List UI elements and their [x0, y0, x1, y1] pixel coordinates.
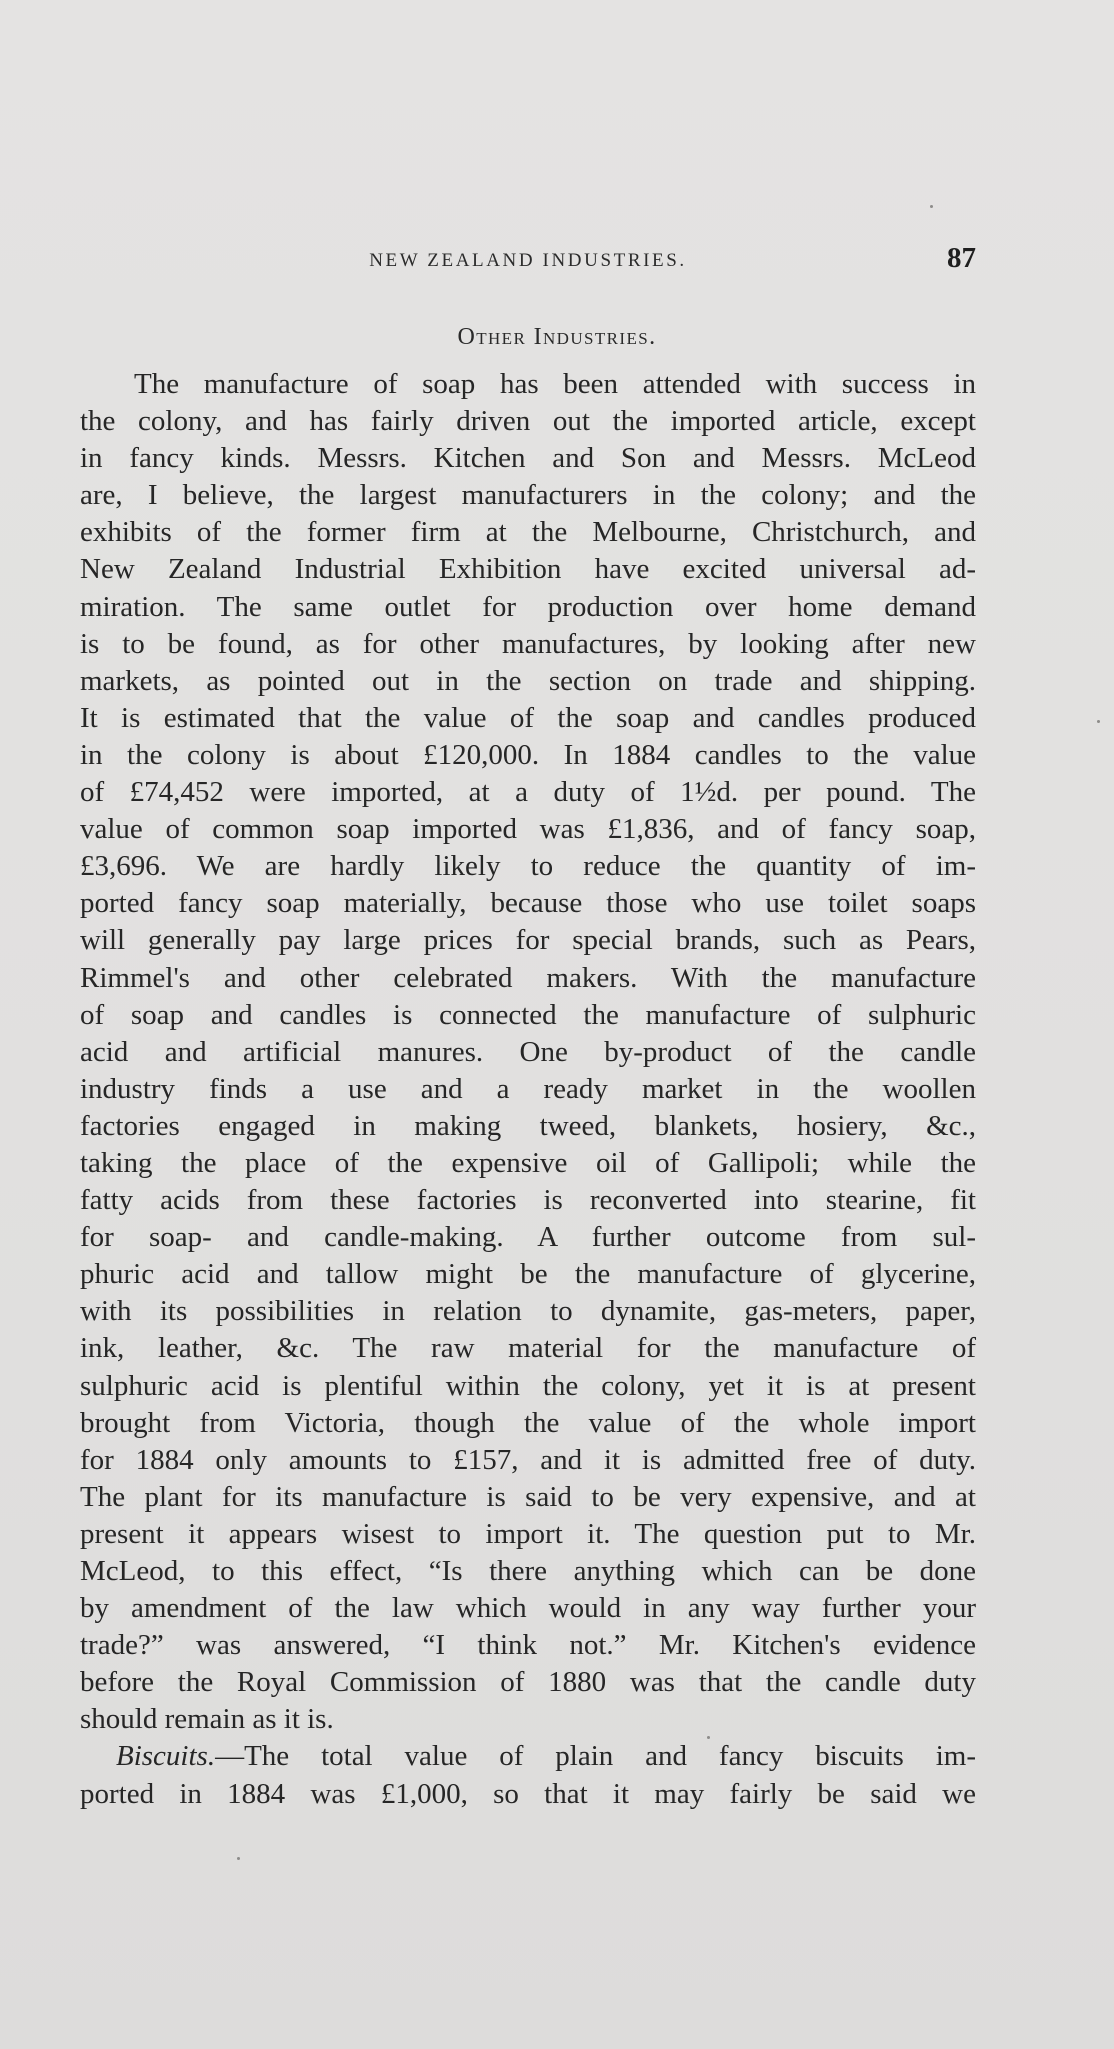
- body-text: [80, 366, 976, 1813]
- paper-speck: [237, 1857, 240, 1860]
- paper-speck: [930, 205, 933, 208]
- page-header: [80, 244, 976, 284]
- text-line: The plant for its manufacture is said to be very expensive, and at: [80, 1480, 976, 1513]
- biscuits-line-text: —The total value of plain and fancy biscuits im-: [215, 1740, 976, 1773]
- text-line: Rimmel's and other celebrated makers. With the manufacture: [80, 961, 976, 994]
- text-line: sulphuric acid is plentiful within the colony, yet it is at present: [80, 1369, 976, 1402]
- text-line: phuric acid and tallow might be the manufacture of glycerine,: [80, 1258, 976, 1291]
- text-line: will generally pay large prices for special brands, such as Pears,: [80, 924, 976, 957]
- biscuits-heading: Biscuits.: [116, 1740, 216, 1773]
- text-line: trade?” was answered, “I think not.” Mr. Kitchen's evidence: [80, 1629, 976, 1662]
- text-line: by amendment of the law which would in any way further your: [80, 1592, 976, 1625]
- text-line: for 1884 only amounts to £157, and it is admitted free of duty.: [80, 1443, 976, 1476]
- text-line: brought from Victoria, though the value of the whole import: [80, 1406, 976, 1439]
- text-line: value of common soap imported was £1,836, and of fancy soap,: [80, 813, 976, 846]
- text-line: exhibits of the former firm at the Melbourne, Christchurch, and: [80, 516, 976, 549]
- text-line: is to be found, as for other manufactures, by looking after new: [80, 627, 976, 660]
- text-line: should remain as it is.: [80, 1703, 334, 1736]
- running-head: NEW ZEALAND INDUSTRIES.: [369, 250, 687, 271]
- text-line: for soap- and candle-making. A further outcome from sul-: [80, 1221, 976, 1254]
- text-line: ported in 1884 was £1,000, so that it may fairly be said we: [80, 1777, 976, 1810]
- text-line: the colony, and has fairly driven out the imported article, except: [80, 405, 976, 438]
- text-line: with its possibilities in relation to dynamite, gas-meters, paper,: [80, 1295, 976, 1328]
- text-line: It is estimated that the value of the soap and candles produced: [80, 701, 976, 734]
- paper-speck: [707, 1736, 710, 1739]
- text-line: markets, as pointed out in the section on trade and shipping.: [80, 664, 976, 697]
- section-title: Other Industries.: [457, 324, 657, 350]
- text-line: present it appears wisest to import it. The question put to Mr.: [80, 1517, 976, 1550]
- text-line: industry finds a use and a ready market in the woollen: [80, 1072, 976, 1105]
- text-line: New Zealand Industrial Exhibition have excited universal ad-: [80, 553, 976, 586]
- page-number: 87: [947, 242, 976, 274]
- text-line: ported fancy soap materially, because those who use toilet soaps: [80, 887, 976, 920]
- text-line: The manufacture of soap has been attended with success in: [134, 368, 976, 400]
- text-line: ink, leather, &c. The raw material for the manufacture of: [80, 1332, 976, 1365]
- text-line: fatty acids from these factories is reconverted into stearine, fit: [80, 1184, 976, 1217]
- text-line: acid and artificial manures. One by-product of the candle: [80, 1035, 976, 1068]
- text-line: taking the place of the expensive oil of Gallipoli; while the: [80, 1146, 976, 1179]
- text-line: factories engaged in making tweed, blankets, hosiery, &c.,: [80, 1109, 976, 1142]
- text-line: McLeod, to this effect, “Is there anything which can be done: [80, 1555, 976, 1587]
- biscuits-paragraph-line: [80, 1738, 976, 1775]
- text-line: in fancy kinds. Messrs. Kitchen and Son and Messrs. McLeod: [80, 442, 976, 475]
- text-line: miration. The same outlet for production over home demand: [80, 590, 976, 623]
- paper-speck: [1097, 720, 1100, 723]
- text-line: are, I believe, the largest manufacturers in the colony; and the: [80, 479, 976, 512]
- text-line: of soap and candles is connected the manufacture of sulphuric: [80, 998, 976, 1031]
- text-line: £3,696. We are hardly likely to reduce the quantity of im-: [80, 850, 976, 883]
- text-line: in the colony is about £120,000. In 1884 candles to the value: [80, 738, 976, 771]
- text-line: before the Royal Commission of 1880 was that the candle duty: [80, 1666, 976, 1699]
- text-line: of £74,452 were imported, at a duty of 1½d. per pound. The: [80, 776, 976, 809]
